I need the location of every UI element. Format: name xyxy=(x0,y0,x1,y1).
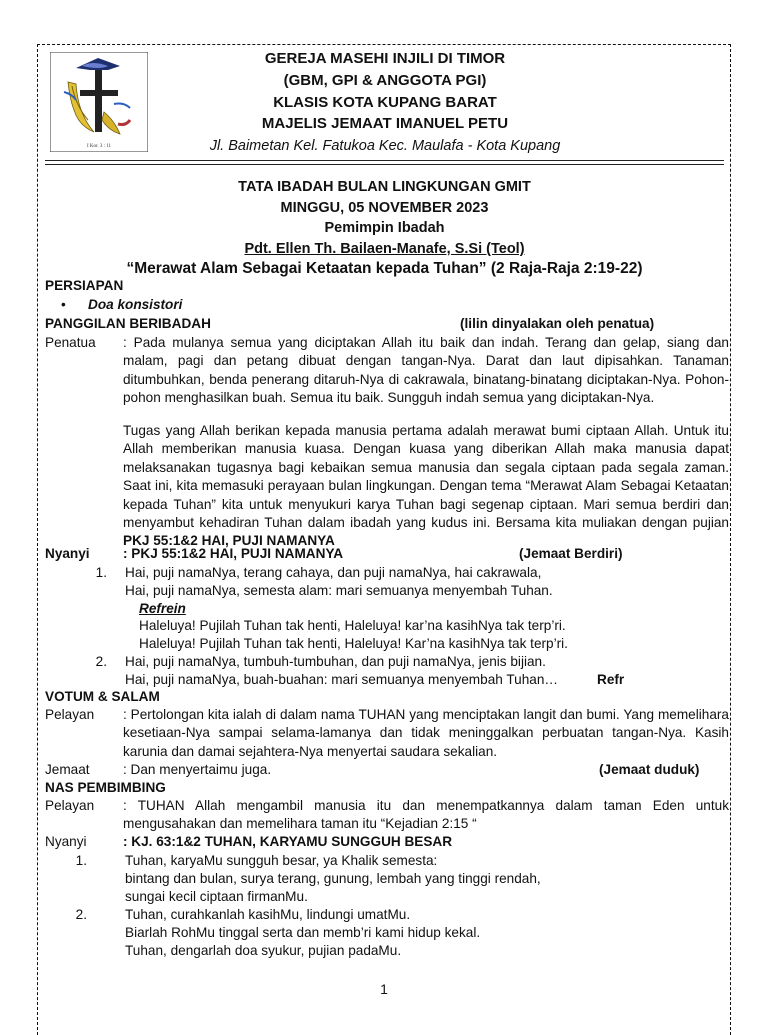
verse-line: Tuhan, karyaMu sungguh besar, ya Khalik semesta: xyxy=(125,853,438,868)
church-affiliation: (GBM, GPI & ANGGOTA PGI) xyxy=(283,72,487,89)
nas-block xyxy=(45,797,729,835)
verse-line: Hai, puji namaNya, tumbuh-tumbuhan, dan puji namaNya, jenis bijian. xyxy=(125,654,546,669)
speaker-pelayan: Pelayan xyxy=(45,707,95,722)
speaker-jemaat: Jemaat xyxy=(45,762,90,777)
verse-number: 1. xyxy=(95,565,107,580)
section-nas: NAS PEMBIMBING xyxy=(45,780,166,795)
church-address: Jl. Baimetan Kel. Fatukoa Kec. Maulafa - Kota Kupang xyxy=(209,138,561,154)
nyanyi-1-song: : PKJ 55:1&2 HAI, PUJI NAMANYA xyxy=(123,546,344,561)
verse-line: bintang dan bulan, surya terang, gunung, lembah yang tinggi rendah, xyxy=(125,871,541,886)
verse-line: Hai, puji namaNya, semesta alam: mari semuanya menyembah Tuhan. xyxy=(125,583,553,598)
klasis-name: KLASIS KOTA KUPANG BARAT xyxy=(273,94,497,111)
refrain-marker: Refr xyxy=(597,672,625,687)
nyanyi-2-label: Nyanyi xyxy=(45,834,87,849)
document-title: TATA IBADAH BULAN LINGKUNGAN GMIT xyxy=(238,179,531,195)
leader-label: Pemimpin Ibadah xyxy=(324,220,445,236)
jemaat-text: : Dan menyertaimu juga. xyxy=(123,762,272,777)
panggilan-paragraph-2-text: Tugas yang Allah berikan kepada manusia pertama adalah merawat bumi ciptaan Allah. Untuk itu Allah memberikan manusia kuasa. Dengan kuasa yang diberikan Allah maka manusia dapat melaksanakan tugasnya bagi kebaikan semua manusia dan segala ciptaan pada segala zaman. Saat ini, kita memasuki perayaan bulan lingkungan. Dengan tema “Merawat Alam Sebagai Ketaatan kepada Tuhan” kita untuk menyukuri karya Tuhan bagi segenap ciptaan. Mari semua berdiri dan menyambut kehadiran Tuhan dalam ibadah yang kudus ini. Bersama kita muliakan dengan pujian xyxy=(123,423,729,531)
header-rule xyxy=(45,160,724,161)
leader-name: Pdt. Ellen Th. Bailaen-Manafe, S.Si (Teol) xyxy=(244,241,525,257)
section-votum: VOTUM & SALAM xyxy=(45,689,160,704)
refrain-label: Refrein xyxy=(139,601,186,616)
speaker-pelayan: Pelayan xyxy=(45,798,95,813)
verse-number: 2. xyxy=(95,654,107,669)
verse-line: sungai kecil ciptaan firmanMu. xyxy=(125,889,308,904)
panggilan-block xyxy=(45,334,729,549)
church-name: GEREJA MASEHI INJILI DI TIMOR xyxy=(264,50,506,67)
nyanyi-1-note: (Jemaat Berdiri) xyxy=(519,546,623,561)
panggilan-heading: PANGGILAN BERIBADAH xyxy=(45,316,211,331)
speaker-penatua: Penatua xyxy=(45,335,96,350)
votum-block xyxy=(45,706,729,762)
nas-text: : TUHAN Allah mengambil manusia itu dan menempatkannya dalam taman Eden untuk mengusahakan dan memelihara taman itu “Kejadian 2:15 “ xyxy=(123,798,729,832)
refrain-line: Haleluya! Pujilah Tuhan tak henti, Haleluya! Kar’na kasihNya tak terp’ri. xyxy=(139,636,568,651)
persiapan-item-text: Doa konsistori xyxy=(88,297,183,312)
majelis-name: MAJELIS JEMAAT IMANUEL PETU xyxy=(261,115,509,132)
verse-number: 2. xyxy=(75,907,87,922)
panggilan-paragraph-1: : Pada mulanya semua yang diciptakan Allah itu baik dan indah. Terang dan gelap, siang dan malam, pagi dan petang dibuat dengan tangan-Nya. Darat dan laut dipisahkan. Tanaman ditumbuhkan, benda penerang ditaruh-Nya di cakrawala, binatang-binatang diciptakan-Nya. Pohon-pohon menghasilkan buah. Semua itu baik. Sungguh indah semua yang diciptakan-Nya. xyxy=(123,335,729,406)
verse-line: Biarlah RohMu tinggal serta dan memb’ri kami hidup kekal. xyxy=(125,925,481,940)
votum-text: : Pertolongan kita ialah di dalam nama TUHAN yang menciptakan langit dan bumi. Yang memelihara kesetiaan-Nya sampai selama-lamanya dan tidak meninggalkan perbuatan tangan-Nya. Kasih karunia dan damai sejahtera-Nya menyertai saudara sekalian. xyxy=(123,707,729,759)
panggilan-paragraph-2 xyxy=(123,422,729,551)
service-theme: “Merawat Alam Sebagai Ketaatan kepada Tuhan” (2 Raja-Raja 2:19-22) xyxy=(126,260,643,277)
verse-line: Tuhan, dengarlah doa syukur, pujian padaMu. xyxy=(125,943,402,958)
verse-number: 1. xyxy=(75,853,87,868)
section-persiapan: PERSIAPAN xyxy=(45,278,124,293)
verse-line: Hai, puji namaNya, terang cahaya, dan puji namaNya, hai cakrawala, xyxy=(125,565,542,580)
logo-caption: I Kor. 3 : 11 xyxy=(86,144,112,149)
refrain-line: Haleluya! Pujilah Tuhan tak henti, Haleluya! kar’na kasihNya tak terp’ri. xyxy=(139,618,566,633)
section-panggilan xyxy=(45,315,729,333)
page-number: 1 xyxy=(380,981,388,997)
bullet: • xyxy=(61,297,66,312)
verse-line: Hai, puji namaNya, buah-buahan: mari semuanya menyembah Tuhan… xyxy=(125,672,558,687)
nyanyi-1-label: Nyanyi xyxy=(45,546,90,561)
nyanyi-2-song: : KJ. 63:1&2 TUHAN, KARYAMU SUNGGUH BESAR xyxy=(123,834,453,849)
verse-line: Tuhan, curahkanlah kasihMu, lindungi umatMu. xyxy=(125,907,411,922)
panggilan-note: (lilin dinyalakan oleh penatua) xyxy=(460,316,655,331)
church-logo xyxy=(50,52,148,152)
header-rule-2 xyxy=(45,164,724,165)
service-date: MINGGU, 05 NOVEMBER 2023 xyxy=(280,200,489,216)
panggilan-song-ref: PKJ 55:1&2 HAI, PUJI NAMANYA xyxy=(123,533,335,549)
jemaat-note: (Jemaat duduk) xyxy=(599,762,700,777)
